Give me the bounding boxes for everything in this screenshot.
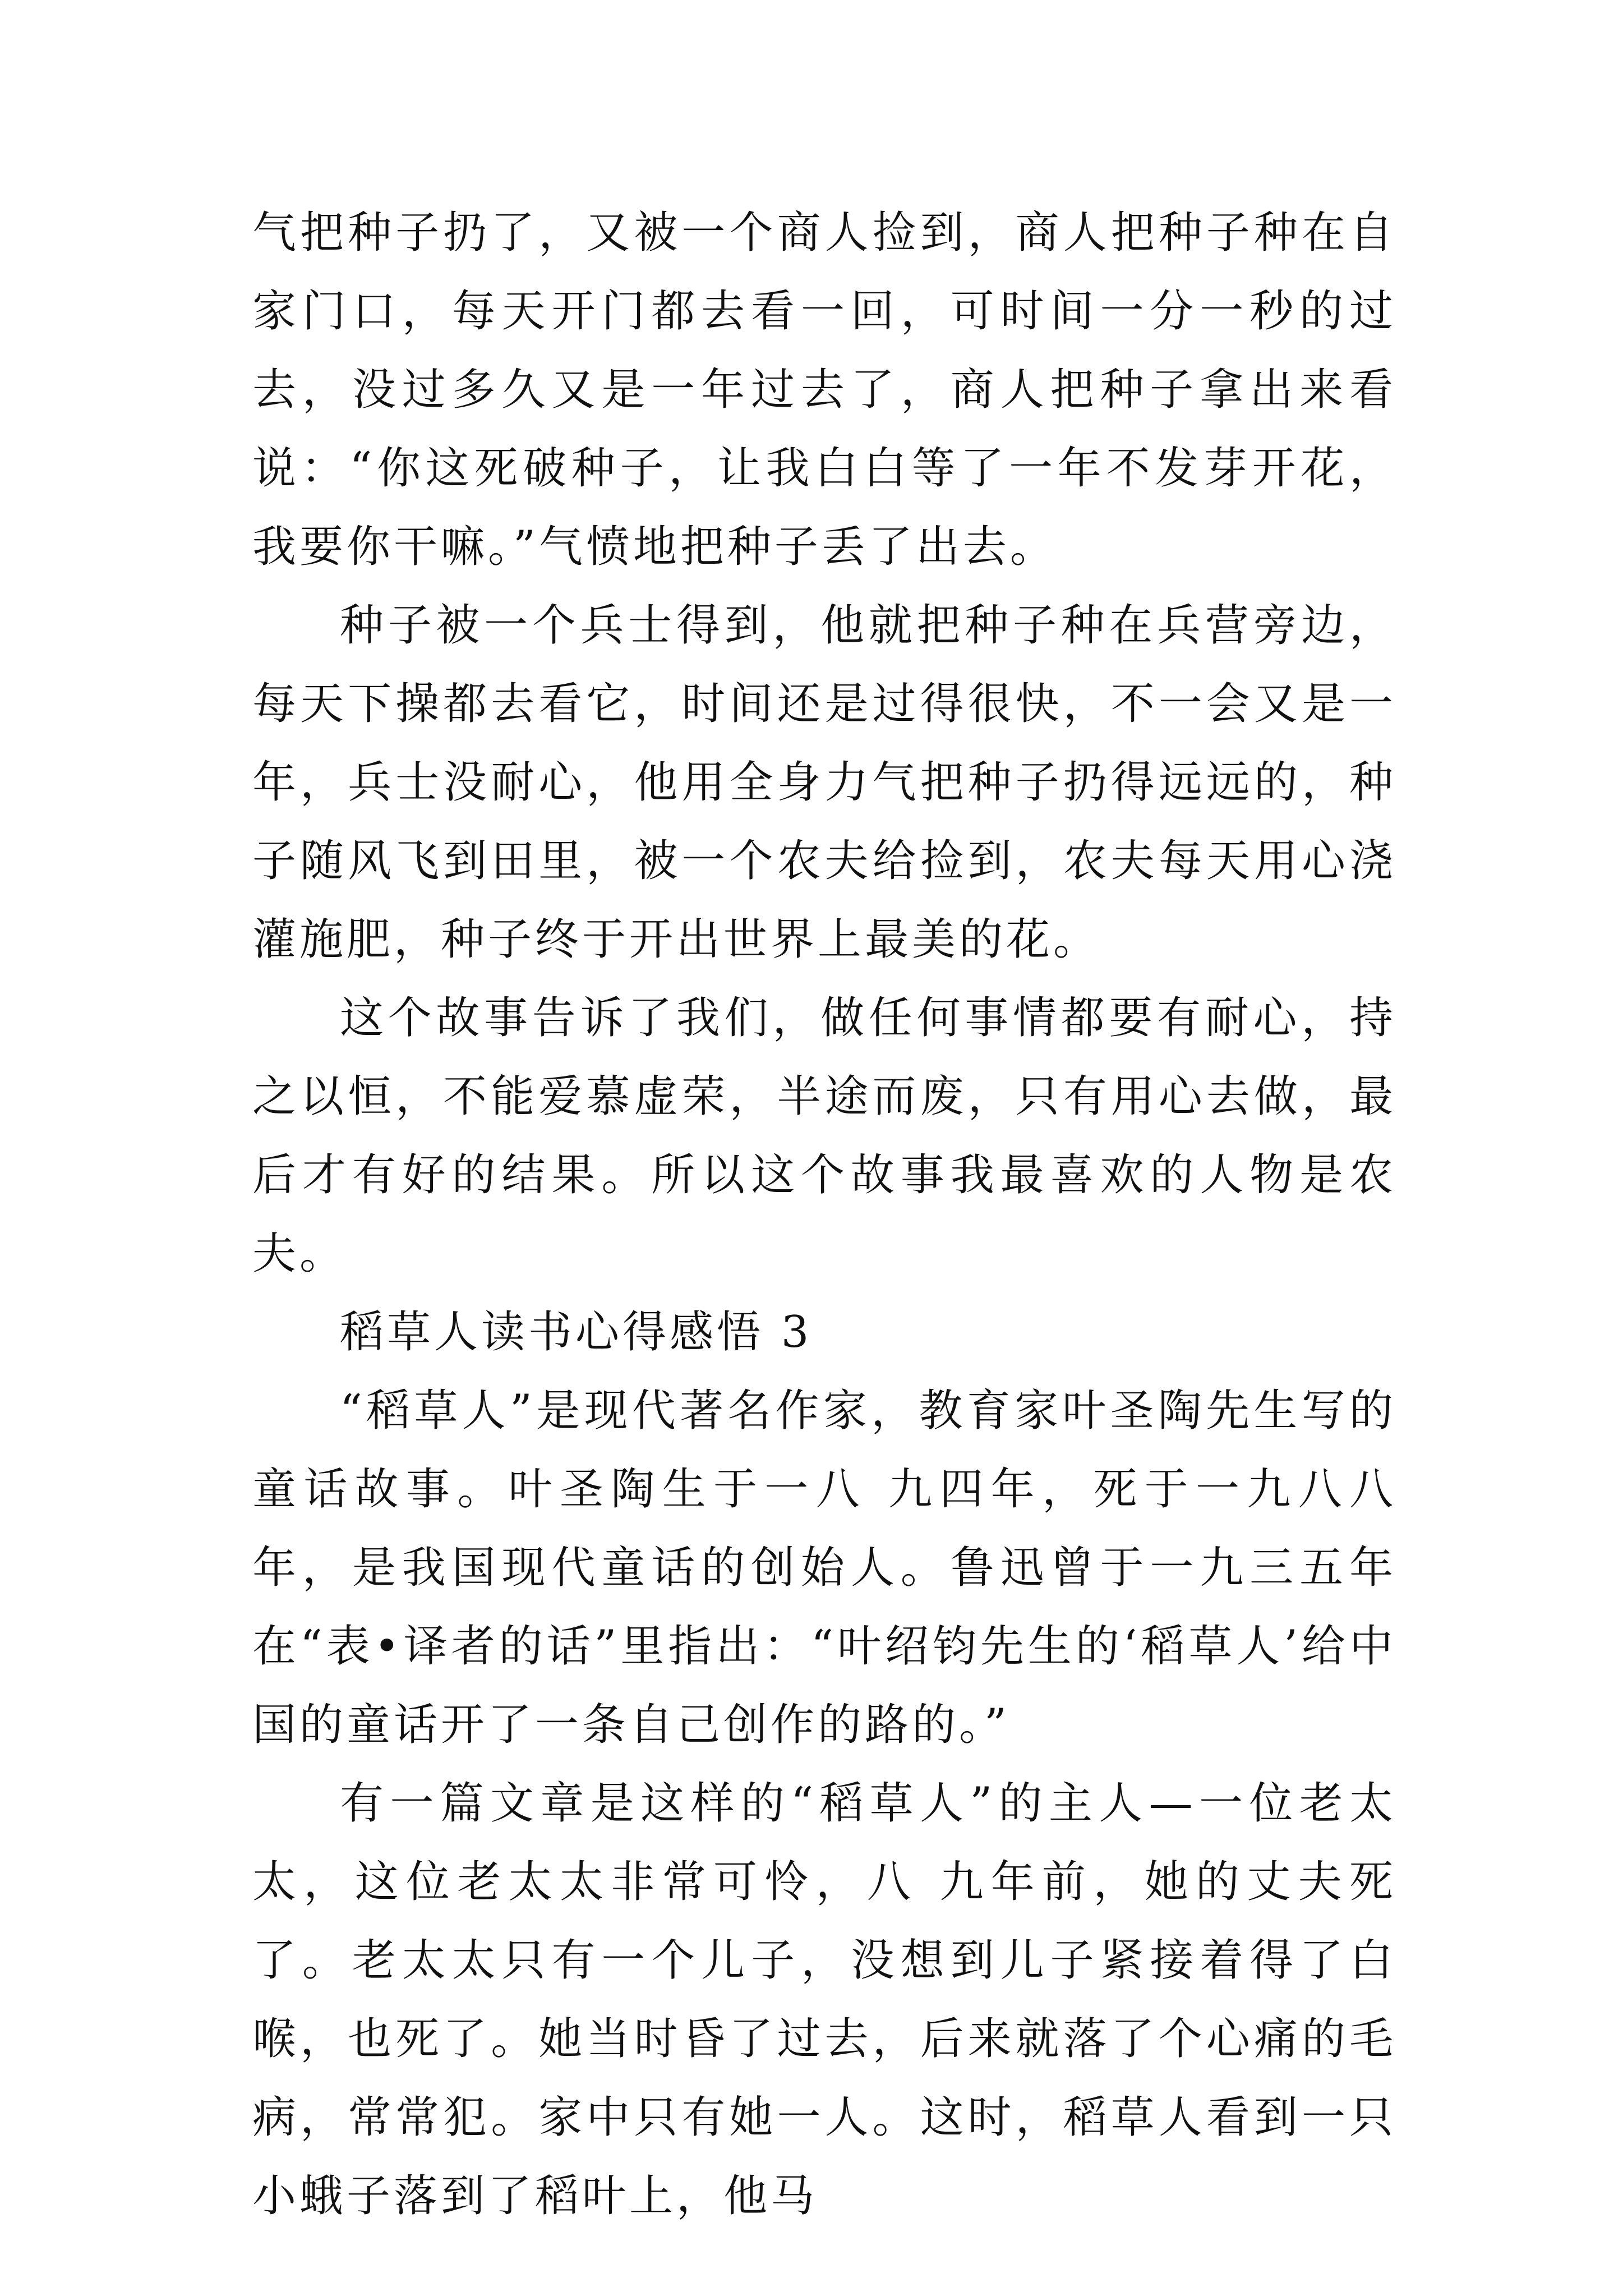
body-text (252, 194, 1396, 2235)
paragraph-5: 有一篇文章是这样的“稻草人”的主人—一位老太太，这位老太太非常可怜，八 九年前，她的丈夫死了。老太太只有一个儿子，没想到儿子紧接着得了白喉，也死了。她当时昏了过去，后来就落了个心痛的毛病，常常犯。家中只有她一人。这时，稻草人看到一只小蛾子落到了稻叶上，他马 (252, 1778, 1396, 2221)
paragraph-3: 这个故事告诉了我们，做任何事情都要有耐心，持之以恒，不能爱慕虚荣，半途而废，只有用心去做，最后才有好的结果。所以这个故事我最喜欢的人物是农夫。 (252, 993, 1396, 1279)
section-heading: 稻草人读书心得感悟 3 (340, 1307, 813, 1358)
paragraph-4: “稻草人”是现代著名作家，教育家叶圣陶先生写的童话故事。叶圣陶生于一八 九四年，死于一九八八年，是我国现代童话的创始人。鲁迅曾于一九三五年在“表•译者的话”里指出：“叶绍钧先生的‘稻草人’给中国的童话开了一条自己创作的路的。” (252, 1386, 1396, 1750)
paragraph-2: 种子被一个兵士得到，他就把种子种在兵营旁边，每天下操都去看它，时间还是过得很快，不一会又是一年，兵士没耐心，他用全身力气把种子扔得远远的，种子随风飞到田里，被一个农夫给捡到，农夫每天用心浇灌施肥，种子终于开出世界上最美的花。 (252, 600, 1396, 965)
paragraph-1: 气把种子扔了，又被一个商人捡到，商人把种子种在自家门口，每天开门都去看一回，可时间一分一秒的过去，没过多久又是一年过去了，商人把种子拿出来看说：“你这死破种子，让我白白等了一年不发芽开花，我要你干嘛。”气愤地把种子丢了出去。 (252, 208, 1396, 572)
